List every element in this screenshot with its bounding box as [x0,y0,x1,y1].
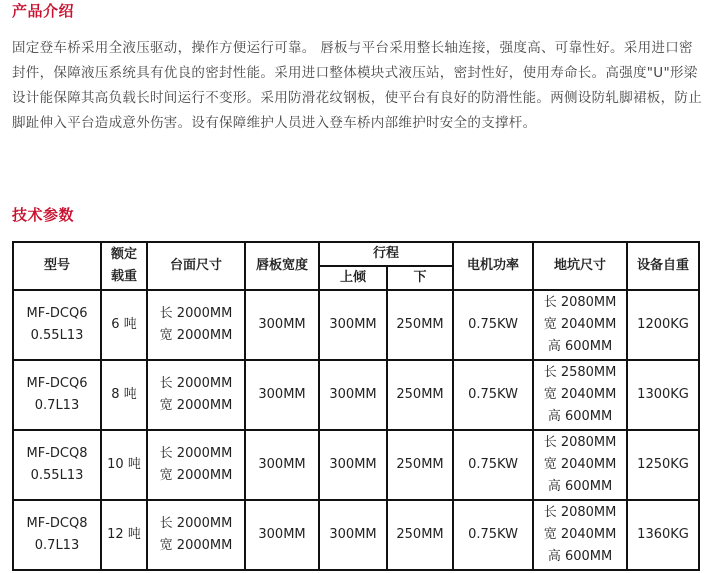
lip-width-cell: 300MM [245,500,319,570]
model-cell [13,500,101,570]
pit-height: 高 600MM [547,339,613,354]
travel-down-cell: 250MM [387,290,453,360]
motor-cell: 0.75KW [453,430,533,500]
header-travel: 行程 [319,242,453,266]
model-line2: 0.7L13 [34,538,80,553]
size-width: 宽 2000MM [159,468,233,483]
lip-width-cell: 300MM [245,430,319,500]
size-width: 宽 2000MM [159,538,233,553]
lip-width-cell: 300MM [245,290,319,360]
pit-width: 宽 2040MM [543,527,617,542]
product-intro-title: 产品介绍 [12,2,75,20]
pit-length: 长 2080MM [543,295,617,310]
weight-cell: 1360KG [627,500,699,570]
load-cell: 8 吨 [101,360,147,430]
load-cell: 12 吨 [101,500,147,570]
pit-height: 高 600MM [547,549,613,564]
motor-cell: 0.75KW [453,500,533,570]
header-load-line2: 载重 [110,269,137,284]
pit-width: 宽 2040MM [543,387,617,402]
header-motor-power: 电机功率 [453,242,533,290]
load-cell: 10 吨 [101,430,147,500]
weight-cell: 1300KG [627,360,699,430]
header-weight: 设备自重 [627,242,699,290]
size-length: 长 2000MM [159,306,233,321]
header-rated-load [101,242,147,290]
pit-length: 长 2080MM [543,505,617,520]
travel-down-cell: 250MM [387,500,453,570]
travel-up-cell: 300MM [319,500,387,570]
model-line1: MF-DCQ8 [26,516,88,531]
tech-spec-title: 技术参数 [12,206,75,224]
model-line1: MF-DCQ6 [26,376,88,391]
header-table-size: 台面尺寸 [147,242,245,290]
size-width: 宽 2000MM [159,328,233,343]
pit-size-cell [533,360,627,430]
lip-width-cell: 300MM [245,360,319,430]
motor-cell: 0.75KW [453,360,533,430]
header-load-line1: 额定 [110,247,137,262]
product-intro-text: 固定登车桥采用全液压驱动，操作方便运行可靠。 唇板与平台采用整长轴连接，强度高、可靠性好。采用进口密封件，保障液压系统具有优良的密封性能。采用进口整体模块式液压站，密封性好，使用寿命长。高强度"U"形梁设计能保障其高负载长时间运行不变形。采用防滑花纹钢板，使平台有良好的防滑性能。两侧设防轧脚裙板，防止脚趾伸入平台造成意外伤害。设有保障维护人员进入登车桥内部维护时安全的支撑杆。 [12,40,702,131]
model-cell [13,290,101,360]
header-lip-width: 唇板宽度 [245,242,319,290]
size-length: 长 2000MM [159,376,233,391]
load-cell: 6 吨 [101,290,147,360]
table-row [13,430,699,500]
header-travel-down: 下 [387,266,453,290]
travel-down-cell: 250MM [387,430,453,500]
table-row [13,500,699,570]
travel-up-cell: 300MM [319,290,387,360]
model-line2: 0.55L13 [30,468,84,483]
travel-up-cell: 300MM [319,360,387,430]
table-size-cell [147,290,245,360]
table-size-cell [147,430,245,500]
travel-down-cell: 250MM [387,360,453,430]
weight-cell: 1250KG [627,430,699,500]
pit-width: 宽 2040MM [543,317,617,332]
pit-height: 高 600MM [547,409,613,424]
travel-up-cell: 300MM [319,430,387,500]
size-length: 长 2000MM [159,446,233,461]
model-cell [13,360,101,430]
table-size-cell [147,360,245,430]
pit-length: 长 2580MM [543,365,617,380]
weight-cell: 1200KG [627,290,699,360]
motor-cell: 0.75KW [453,290,533,360]
size-width: 宽 2000MM [159,398,233,413]
table-row [13,290,699,360]
table-row [13,360,699,430]
pit-width: 宽 2040MM [543,457,617,472]
model-cell [13,430,101,500]
pit-length: 长 2080MM [543,435,617,450]
pit-size-cell [533,290,627,360]
model-line2: 0.55L13 [30,328,84,343]
pit-size-cell [533,430,627,500]
pit-size-cell [533,500,627,570]
spec-table [12,241,700,571]
model-line1: MF-DCQ6 [26,306,88,321]
header-model: 型号 [13,242,101,290]
model-line2: 0.7L13 [34,398,80,413]
table-size-cell [147,500,245,570]
model-line1: MF-DCQ8 [26,446,88,461]
pit-height: 高 600MM [547,479,613,494]
header-travel-up: 上倾 [319,266,387,290]
header-pit-size: 地坑尺寸 [533,242,627,290]
size-length: 长 2000MM [159,516,233,531]
